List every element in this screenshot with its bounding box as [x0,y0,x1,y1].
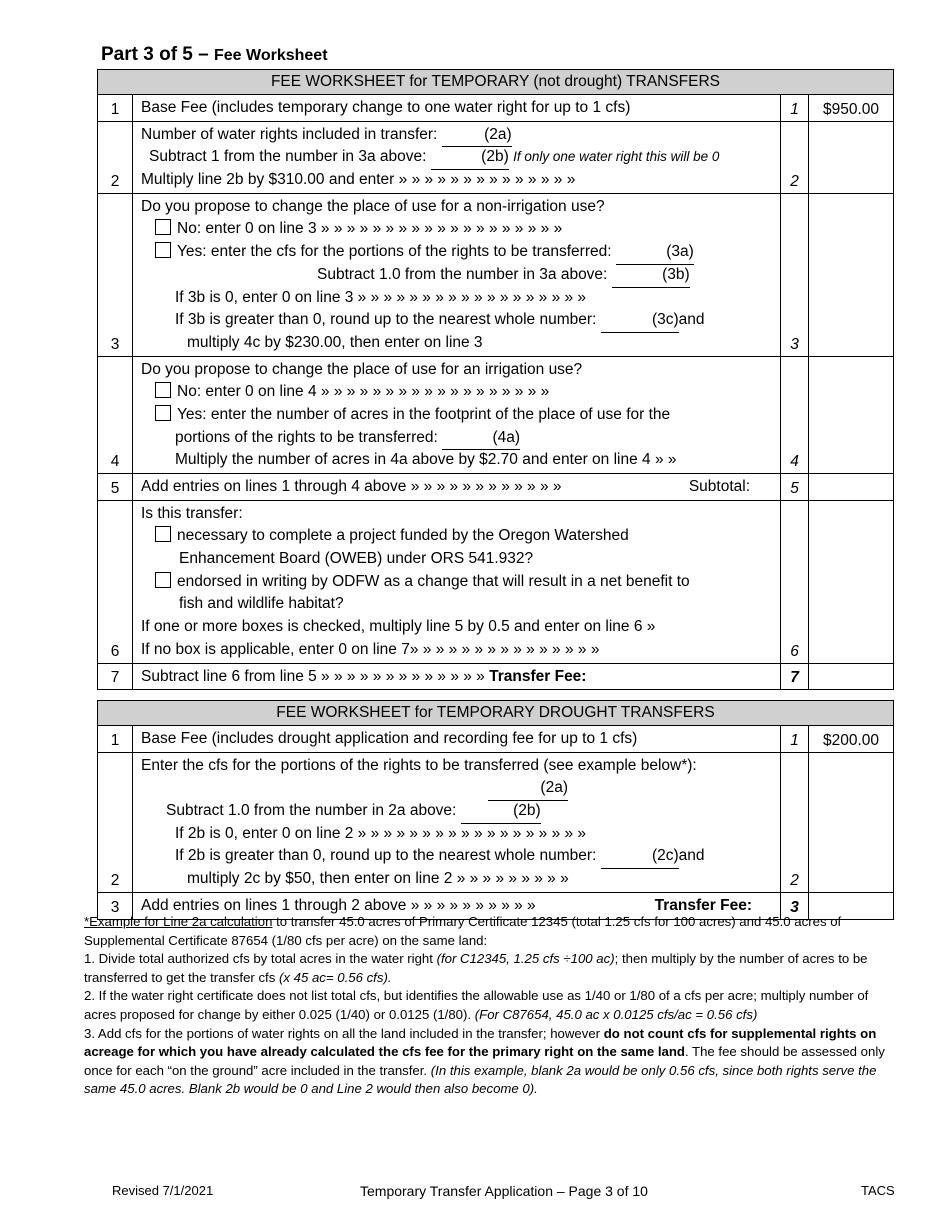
row-number: 3 [98,193,133,356]
blank-2c[interactable] [601,845,679,869]
line-number: 5 [781,474,809,501]
row-text: Add entries on lines 1 through 4 above » » » » » » » » » » » » [141,478,562,495]
blank-label: (3c) [651,311,679,329]
page-title [101,44,328,66]
option-text: fish and wildlife habitat? [179,595,344,613]
table-row [98,752,894,892]
line-number: 1 [781,726,809,753]
note-text: (For C87654, 45.0 ac x 0.0125 cfs/ac = 0.56 cfs) [474,1006,758,1022]
row-number: 2 [98,752,133,892]
footer-code: TACS [861,1183,895,1198]
amount-cell[interactable] [809,663,894,690]
row-text: Base Fee (includes temporary change to one water right for up to 1 cfs) [141,99,631,116]
row-text: If no box is applicable, enter 0 on line 7» » » » » » » » » » » » » » » [141,640,600,658]
amount-cell[interactable] [809,121,894,193]
transfer-fee-label: Transfer Fee: [654,896,752,914]
row-text: If 2b is 0, enter 0 on line 2 » » » » » » » » » » » » » » » » » » [175,824,587,842]
note-text: to transfer 45.0 acres of Primary Certificate 12345 (total 1.25 cfs for 100 acres) and 45.0 acres of Supplemental Certificate 87654 (1/80 cfs per acre) on the same land: [84,914,842,948]
row-text: multiply 4c by $230.00, then enter on line 3 [187,333,483,351]
blank-label: (4a) [492,428,521,446]
blank-label: (3a) [666,243,694,261]
row-number: 1 [98,726,133,753]
amount-cell[interactable] [809,752,894,892]
row-number: 5 [98,474,133,501]
row-number: 4 [98,356,133,473]
row-number: 2 [98,121,133,193]
checkbox-no-irrigation[interactable] [155,382,171,398]
row-number: 6 [98,500,133,663]
table-row [98,726,894,753]
question-text: Is this transfer: [141,504,243,522]
note-text: . The fee should be assessed only once for each “on the ground” acre included in the transfer. [84,1044,885,1078]
option-text: Yes: enter the number of acres in the footprint of the place of use for the [177,405,671,423]
row-text: Enter the cfs for the portions of the rights to be transferred (see example below*): [141,756,697,774]
row-text: and [678,311,705,329]
row-text: Subtract 1.0 from the number in 2a above: [166,802,457,820]
blank-2a[interactable] [442,124,512,148]
amount-cell: $950.00 [809,95,894,122]
footer-page: Temporary Transfer Application – Page 3 of 10 [360,1183,648,1199]
option-text: endorsed in writing by ODFW as a change that will result in a net benefit to [177,572,690,590]
line-number: 4 [781,356,809,473]
transfer-fee-label: Transfer Fee: [489,667,587,685]
question-text: Do you propose to change the place of use for a non-irrigation use? [141,197,605,215]
blank-label: (3b) [662,265,690,283]
line-number: 1 [781,95,809,122]
blank-label: (2a) [540,779,568,797]
table-header: FEE WORKSHEET for TEMPORARY (not drought) TRANSFERS [98,70,894,95]
row-text: If one or more boxes is checked, multiply line 5 by 0.5 and enter on line 6 » [141,618,656,636]
note-text: 3. Add cfs for the portions of water rights on all the land included in the transfer; however [84,1025,604,1041]
line-number: 7 [781,663,809,690]
subtotal-label: Subtotal: [688,478,750,495]
row-text: If 3b is 0, enter 0 on line 3 » » » » » » » » » » » » » » » » » » [175,288,587,306]
example-paragraph [84,913,894,950]
option-text: No: enter 0 on line 4 » » » » » » » » » » » » » » » » » » [177,383,550,401]
blank-label: (2b) [513,802,541,820]
note-text: (for C12345, 1.25 cfs ÷100 ac) [436,951,615,967]
table-row [98,95,894,122]
table-row [98,663,894,690]
table-header: FEE WORKSHEET for TEMPORARY DROUGHT TRANSFERS [98,701,894,726]
line-number: 3 [781,892,809,919]
table-row [98,356,894,473]
part-subtitle: Fee Worksheet [214,47,328,64]
row-text: Number of water rights included in transfer: [141,125,438,143]
checkbox-yes-nonirrigation[interactable] [155,242,171,258]
blank-label: (2b) [481,148,509,166]
blank-2b[interactable] [461,800,541,824]
row-text: and [678,847,705,865]
blank-4a[interactable] [442,427,520,451]
amount-cell[interactable] [809,474,894,501]
blank-label: (2a) [484,125,512,143]
row-text: Multiply the number of acres in 4a above by $2.70 and enter on line 4 » » [175,451,677,469]
blank-3c[interactable] [601,309,679,333]
line-number: 2 [781,752,809,892]
checkbox-yes-irrigation[interactable] [155,405,171,421]
calculation-notes [84,913,894,1099]
checkbox-oweb[interactable] [155,526,171,542]
option-text: Yes: enter the cfs for the portions of the rights to be transferred: [177,243,612,261]
fee-worksheet-drought-table [97,700,894,920]
note-text: ; then multiply by the number of acres to be transferred to get the transfer cfs [84,951,868,985]
note-1 [84,950,894,987]
row-text: Subtract line 6 from line 5 » » » » » » » » » » » » » [141,667,485,685]
row-text: Subtract 1.0 from the number in 3a above: [317,265,608,283]
row-text: If 3b is greater than 0, round up to the nearest whole number: [175,311,597,329]
row-text: Multiply line 2b by $310.00 and enter » » » » » » » » » » » » » » [141,171,576,189]
row-text: multiply 2c by $50, then enter on line 2 » » » » » » » » » [187,870,569,888]
option-text: No: enter 0 on line 3 » » » » » » » » » » » » » » » » » » » [177,220,563,238]
note-text: do not count cfs for supplemental rights on acreage for which you have already calculated the cfs fee for the primary right on the same land [84,1025,877,1060]
note-2 [84,987,894,1024]
blank-3a[interactable] [616,241,694,265]
line-number: 3 [781,193,809,356]
note-text: (In this example, blank 2a would be only 0.56 cfs, since both rights serve the same 45.0 acres. Blank 2b would be 0 and Line 2 would then also become 0). [84,1062,877,1097]
note-3 [84,1025,894,1099]
option-text: necessary to complete a project funded by the Oregon Watershed [177,527,629,545]
note-text: If only one water right this will be 0 [513,149,720,165]
row-text: Subtract 1 from the number in 3a above: [149,148,427,166]
question-text: Do you propose to change the place of use for an irrigation use? [141,360,583,378]
footer-revised: Revised 7/1/2021 [112,1183,214,1198]
table-row [98,500,894,663]
note-text: (x 45 ac= 0.56 cfs). [278,969,392,985]
amount-cell[interactable] [809,193,894,356]
row-text: portions of the rights to be transferred: [175,428,438,446]
row-text: Add entries on lines 1 through 2 above » » » » » » » » » » [141,896,536,914]
fee-worksheet-temporary-table [97,69,894,690]
blank-2b[interactable] [431,146,509,170]
line-number: 2 [781,121,809,193]
example-heading: *Example for Line 2a calculation [84,914,273,929]
table-row [98,193,894,356]
row-text: If 2b is greater than 0, round up to the nearest whole number: [175,847,597,865]
checkbox-odfw[interactable] [155,572,171,588]
note-text: 1. Divide total authorized cfs by total acres in the water right [84,951,437,967]
note-text: 2. If the water right certificate does not list total cfs, but identifies the allowable use as 1/40 or 1/80 of a cfs per acre; multiply number of acres proposed for change by either 0.025 (1/40) or 0.0125 (1/80). [84,988,869,1022]
table-row [98,474,894,501]
blank-2a[interactable] [488,777,568,801]
blank-3b[interactable] [612,264,690,288]
amount-cell[interactable] [809,356,894,473]
blank-label: (2c) [651,847,679,865]
option-text: Enhancement Board (OWEB) under ORS 541.932? [179,550,534,568]
checkbox-no-nonirrigation[interactable] [155,219,171,235]
amount-cell: $200.00 [809,726,894,753]
table-row [98,121,894,193]
row-number: 7 [98,663,133,690]
amount-cell[interactable] [809,500,894,663]
part-label: Part 3 of 5 – [101,44,209,65]
row-text: Base Fee (includes drought application and recording fee for up to 1 cfs) [141,730,638,747]
row-number: 3 [98,892,133,919]
line-number: 6 [781,500,809,663]
row-number: 1 [98,95,133,122]
